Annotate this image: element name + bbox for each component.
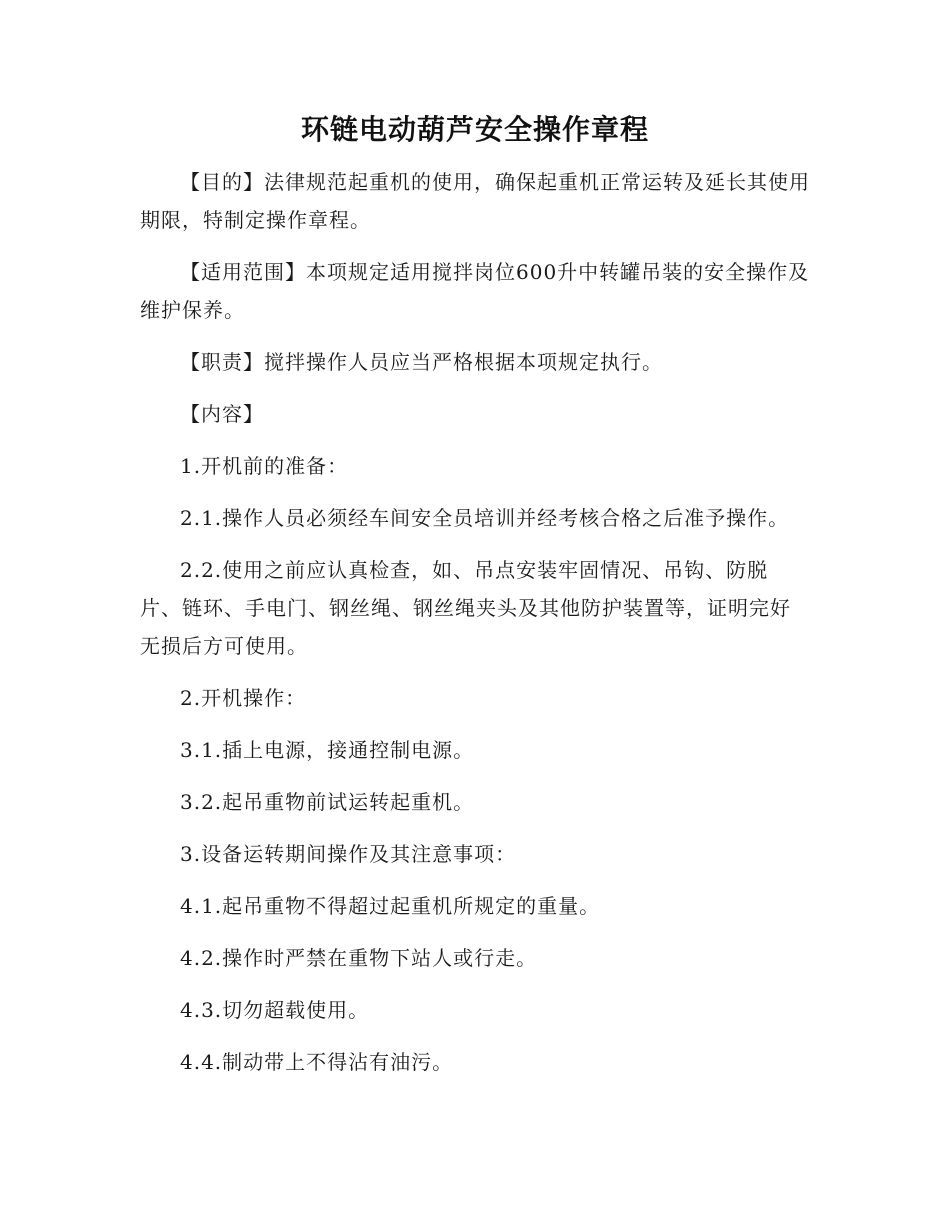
paragraph-content-heading: 【内容】 [180,402,264,426]
paragraph-scope: 【适用范围】本项规定适用搅拌岗位600升中转罐吊装的安全操作及维护保养。 [140,260,810,322]
document-body [140,163,810,1081]
list-item-4-3: 4.3.切勿超载使用。 [180,998,370,1022]
paragraph-purpose: 【目的】法律规范起重机的使用，确保起重机正常运转及延长其使用期限，特制定操作章程。 [140,170,810,232]
list-item-2-2: 2.2.使用之前应认真检查，如、吊点安装牢固情况、吊钩、防脱片、链环、手电门、钢丝绳、钢丝绳夹头及其他防护装置等，证明完好无损后方可使用。 [140,558,791,658]
section-heading-startup: 2.开机操作： [180,686,307,710]
section-heading-operation: 3.设备运转期间操作及其注意事项： [180,842,517,866]
paragraph-responsibility: 【职责】搅拌操作人员应当严格根据本项规定执行。 [180,350,663,374]
section-heading-preparation: 1.开机前的准备： [180,454,349,478]
list-item-4-2: 4.2.操作时严禁在重物下站人或行走。 [180,946,538,970]
list-item-3-2: 3.2.起吊重物前试运转起重机。 [180,790,475,814]
list-item-4-1: 4.1.起吊重物不得超过起重机所规定的重量。 [180,894,601,918]
list-item-2-1: 2.1.操作人员必须经车间安全员培训并经考核合格之后准予操作。 [180,506,790,530]
document-title: 环链电动葫芦安全操作章程 [300,113,649,146]
list-item-3-1: 3.1.插上电源，接通控制电源。 [180,738,475,762]
list-item-4-4: 4.4.制动带上不得沾有油污。 [180,1050,454,1074]
